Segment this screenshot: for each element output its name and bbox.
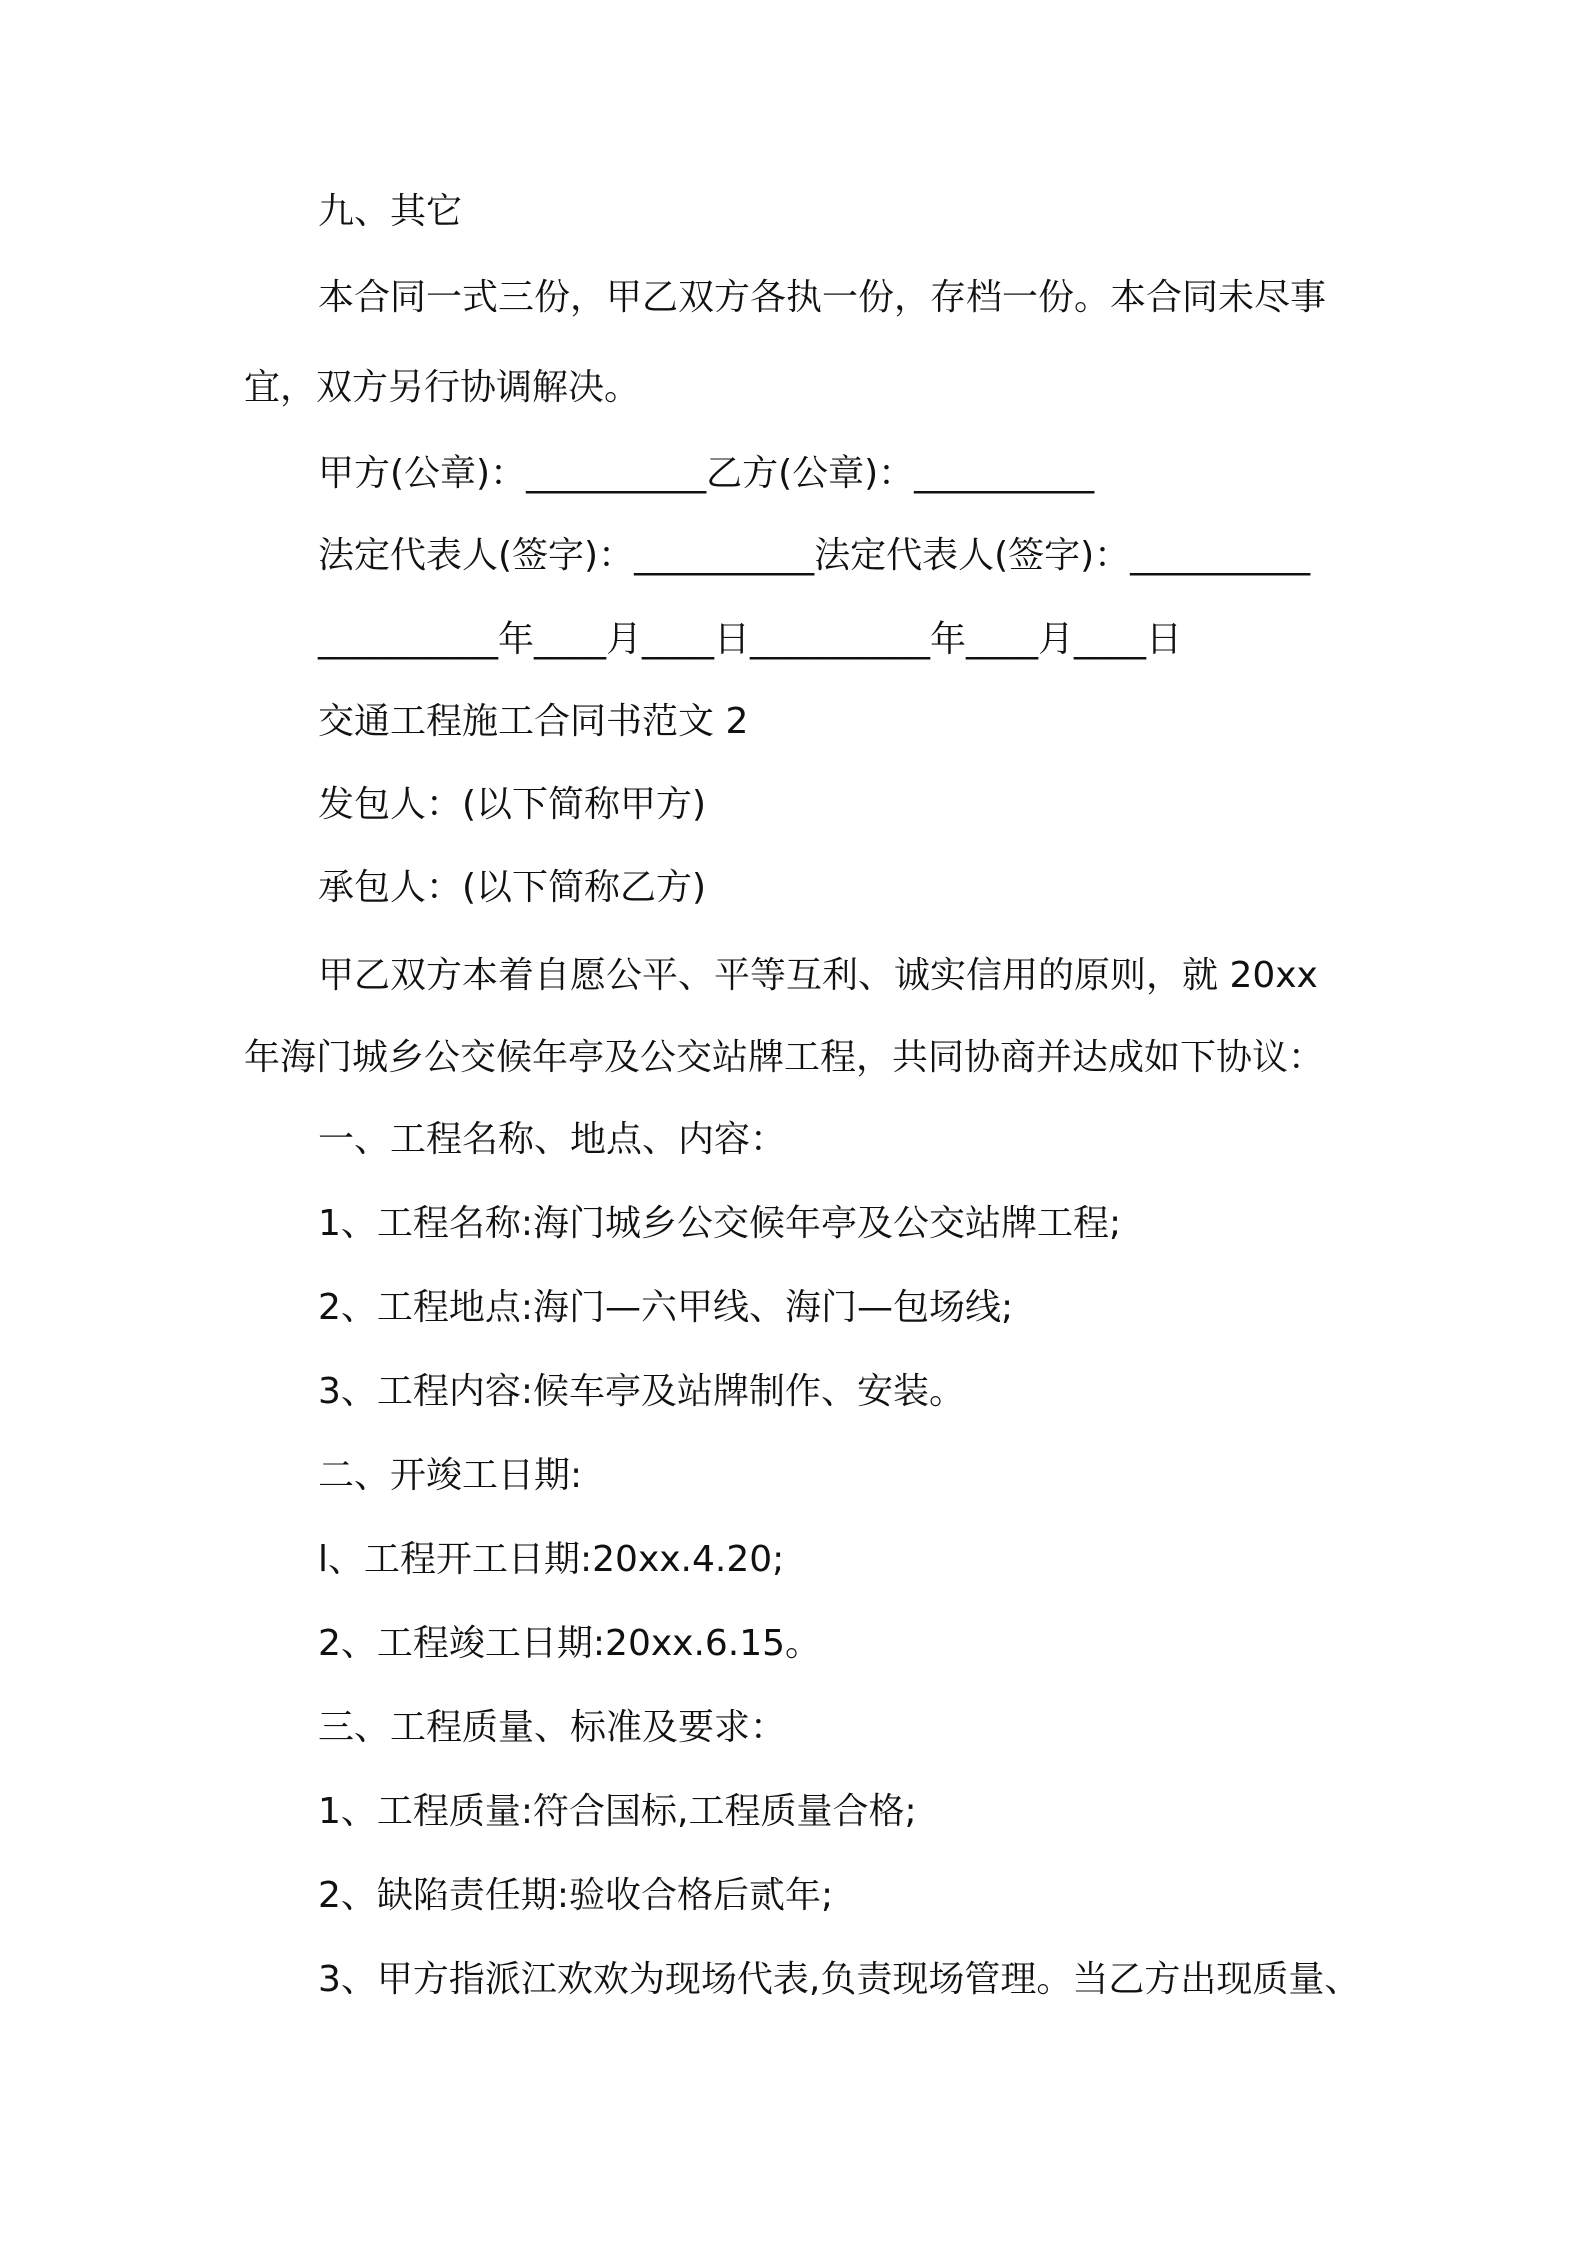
preamble-line1: 甲乙双方本着自愿公平、平等互利、诚实信用的原则，就 20xx: [318, 955, 1318, 996]
party-a-line: 发包人：(以下简称甲方): [318, 784, 707, 825]
signature-seal-line: 甲方(公章)：__________乙方(公章)：__________: [318, 453, 1095, 494]
signature-representative-line: 法定代表人(签字)：__________法定代表人(签字)：__________: [318, 535, 1311, 576]
paragraph-copies-line1: 本合同一式三份，甲乙双方各执一份，存档一份。本合同未尽事: [318, 277, 1327, 318]
paragraph-copies-line2: 宜，双方另行协调解决。: [244, 367, 641, 408]
preamble-line2: 年海门城乡公交候年亭及公交站牌工程，共同协商并达成如下协议：: [244, 1037, 1325, 1078]
party-b-line: 承包人：(以下简称乙方): [318, 867, 707, 908]
document-title: 交通工程施工合同书范文 2: [318, 701, 749, 742]
section-heading-other: 九、其它: [318, 191, 463, 232]
list-item-site-representative: 3、甲方指派江欢欢为现场代表,负责现场管理。当乙方出现质量、: [318, 1959, 1361, 2000]
list-item-project-content: 3、工程内容:候车亭及站牌制作、安装。: [318, 1371, 966, 1412]
list-item-completion-date: 2、工程竣工日期:20xx.6.15。: [318, 1623, 822, 1664]
list-item-project-location: 2、工程地点:海门—六甲线、海门—包场线;: [318, 1287, 1014, 1328]
list-item-start-date: l、工程开工日期:20xx.4.20;: [318, 1539, 785, 1580]
list-item-project-name: 1、工程名称:海门城乡公交候年亭及公交站牌工程;: [318, 1203, 1122, 1244]
section-heading-quality: 三、工程质量、标准及要求：: [318, 1707, 787, 1748]
signature-date-line: __________年____月____日__________年____月____日: [318, 619, 1182, 660]
document-body: [244, 190, 1361, 2002]
list-item-defect-period: 2、缺陷责任期:验收合格后贰年;: [318, 1875, 834, 1916]
section-heading-dates: 二、开竣工日期:: [318, 1455, 583, 1496]
section-heading-project: 一、工程名称、地点、内容：: [318, 1119, 787, 1160]
list-item-quality: 1、工程质量:符合国标,工程质量合格;: [318, 1791, 917, 1832]
